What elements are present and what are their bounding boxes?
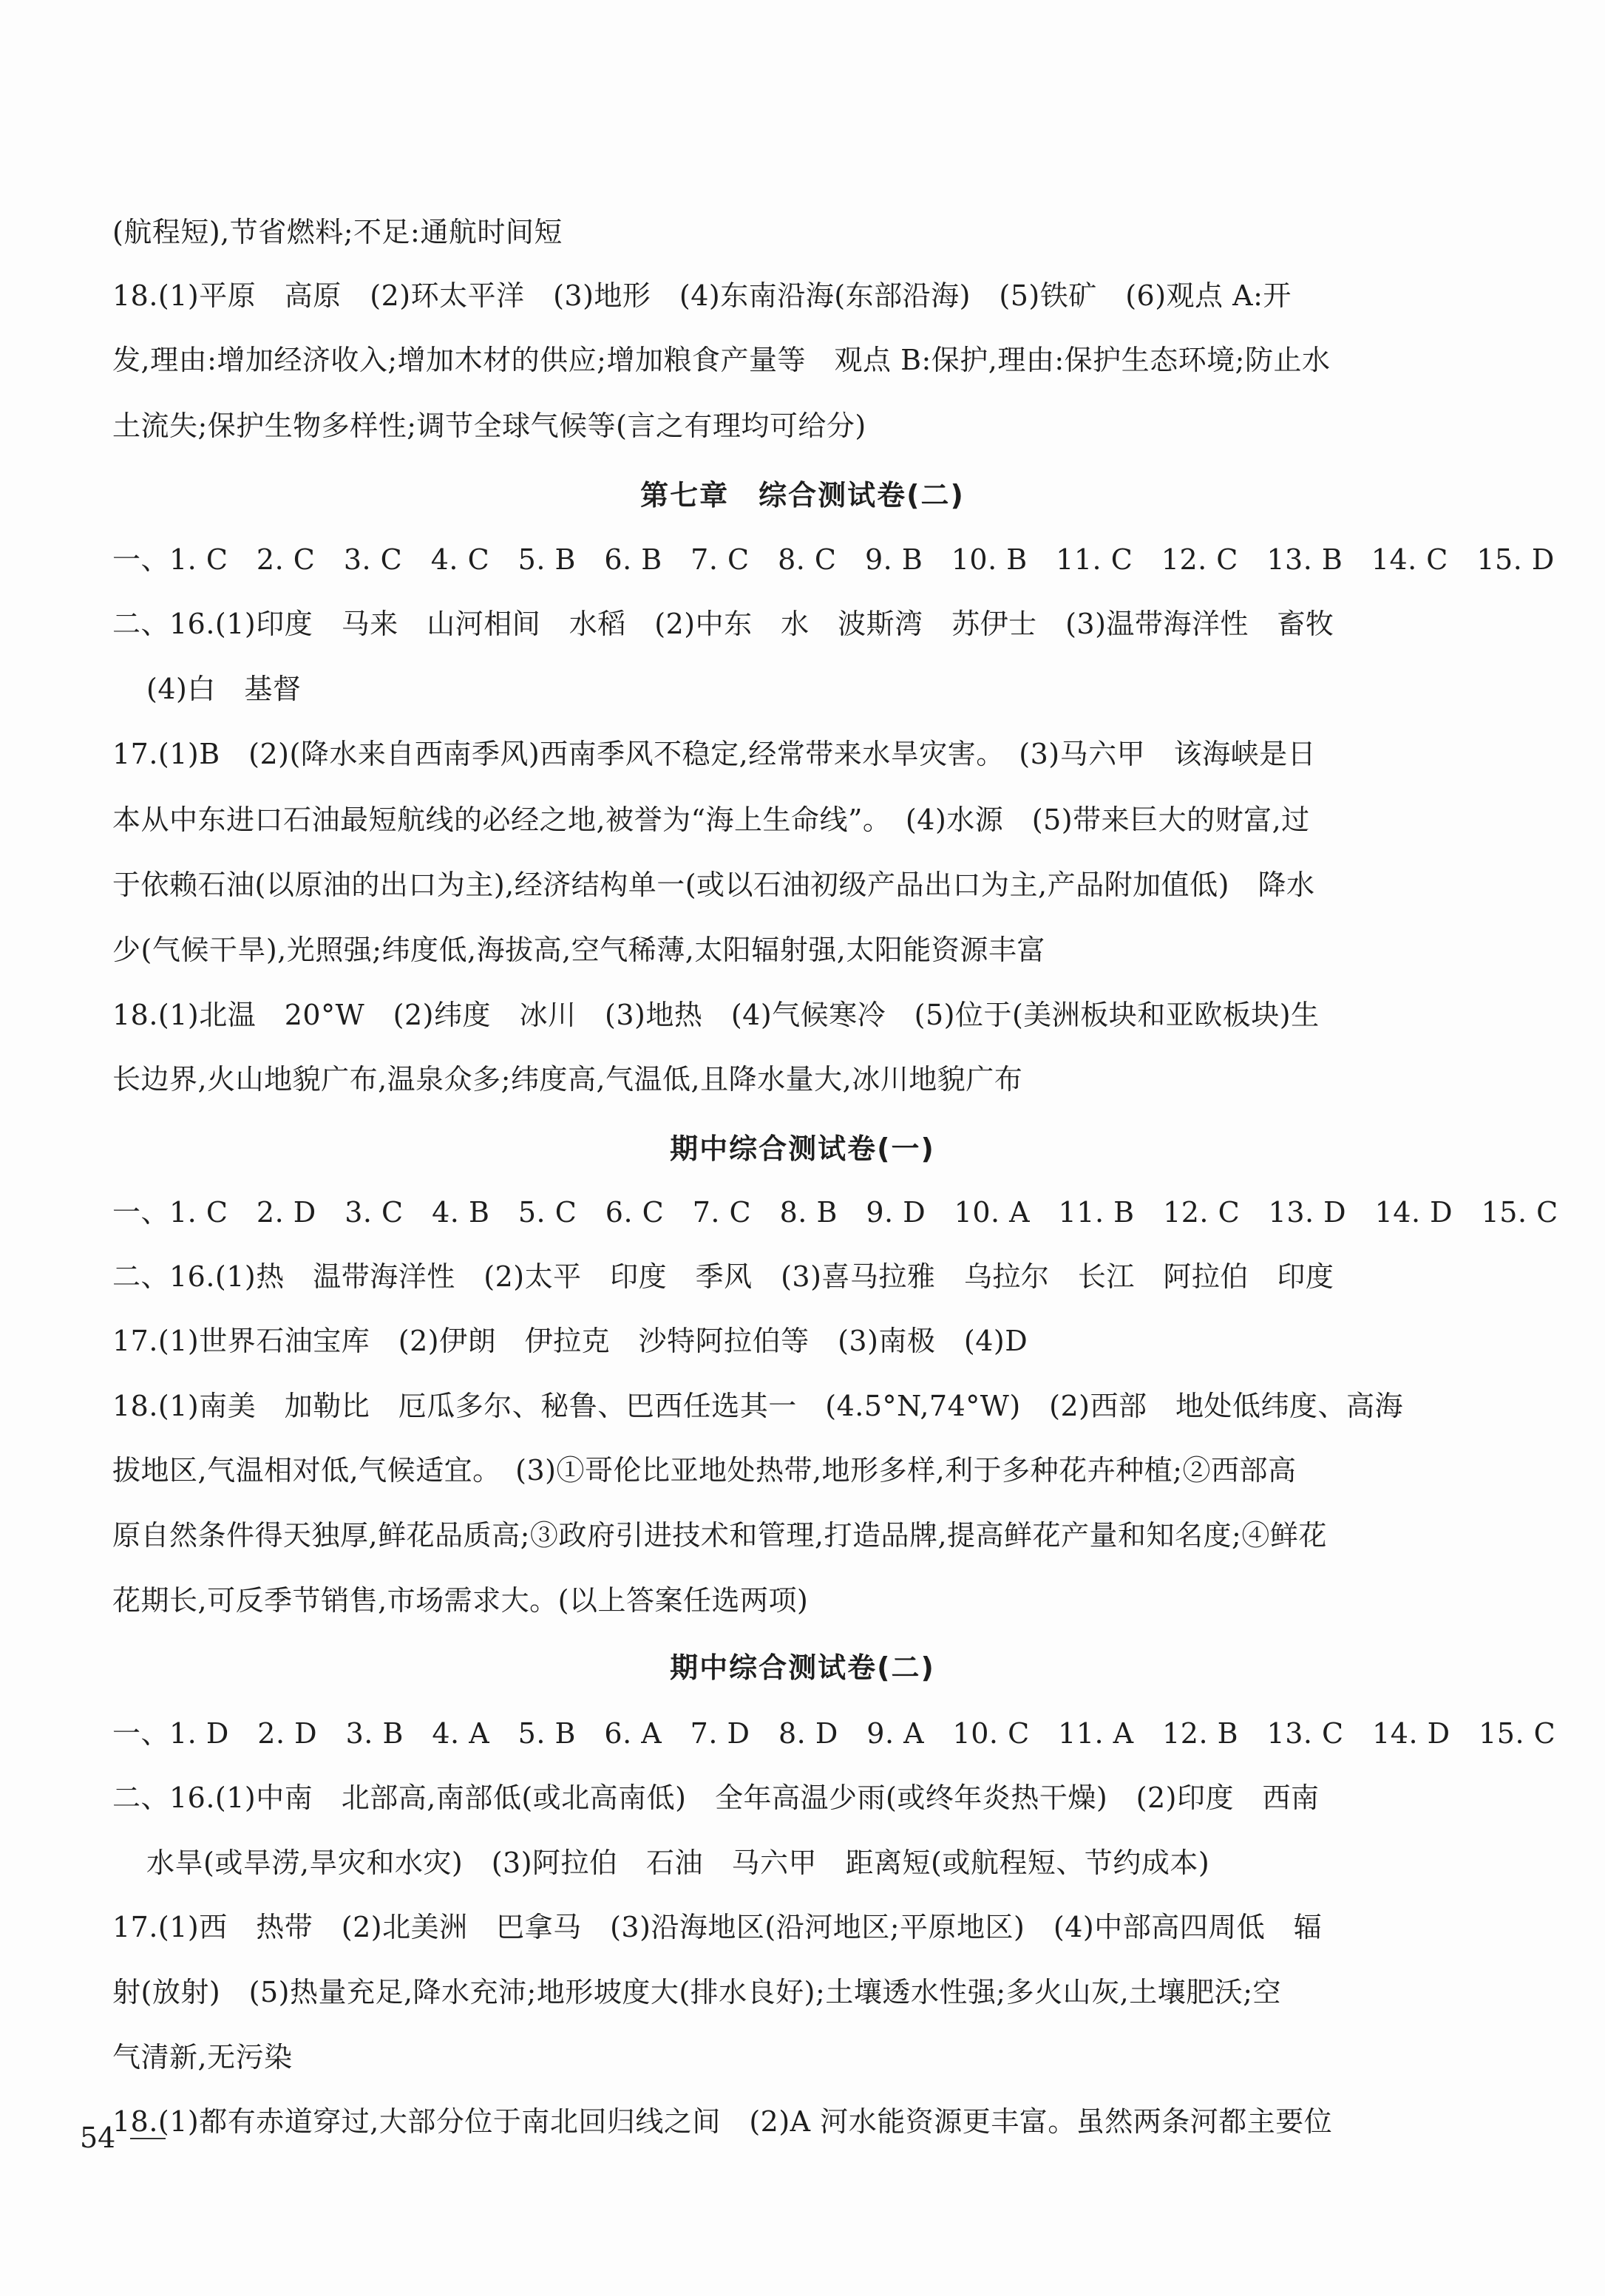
answer-line: 原自然条件得天独厚,鲜花品质高;③政府引进技术和管理,打造品牌,提高鲜花产量和知名度;④鲜花 [112, 1519, 1327, 1552]
answer-line: 18.(1)平原 高原 (2)环太平洋 (3)地形 (4)东南沿海(东部沿海) (5)铁矿 (6)观点 A:开 [112, 279, 1292, 312]
page-number: 54 [80, 2122, 116, 2154]
answer-line: 一、1. C 2. C 3. C 4. C 5. B 6. B 7. C 8. C 9. B 10. B 11. C 12. C 13. B 14. C 15. D [112, 543, 1555, 576]
answer-line: (航程短),节省燃料;不足:通航时间短 [112, 216, 563, 248]
section-heading: 期中综合测试卷(一) [670, 1132, 935, 1165]
section-heading: 期中综合测试卷(二) [670, 1651, 935, 1684]
section-heading: 第七章 综合测试卷(二) [640, 479, 965, 512]
answer-line: 18.(1)北温 20°W (2)纬度 冰川 (3)地热 (4)气候寒冷 (5)位于(美洲板块和亚欧板块)生 [112, 999, 1320, 1031]
answer-line: 17.(1)B (2)(降水来自西南季风)西南季风不稳定,经常带来水旱灾害。 (3)马六甲 该海峡是日 [112, 738, 1317, 770]
answer-line: 一、1. C 2. D 3. C 4. B 5. C 6. C 7. C 8. B 9. D 10. A 11. B 12. C 13. D 14. D 15. C [112, 1196, 1558, 1229]
answer-line: 气清新,无污染 [112, 2041, 293, 2073]
answer-line: 发,理由:增加经济收入;增加木材的供应;增加粮食产量等 观点 B:保护,理由:保护生态环境;防止水 [112, 344, 1331, 376]
answer-line: 长边界,火山地貌广布,温泉众多;纬度高,气温低,且降水量大,冰川地貌广布 [112, 1063, 1023, 1096]
answer-line: (4)白 基督 [146, 673, 302, 705]
answer-line: 二、16.(1)中南 北部高,南部低(或北高南低) 全年高温少雨(或终年炎热干燥) (2)印度 西南 [112, 1782, 1320, 1814]
answer-line: 拔地区,气温相对低,气候适宜。 (3)①哥伦比亚地处热带,地形多样,利于多种花卉种植;②西部高 [112, 1454, 1297, 1487]
answer-line: 一、1. D 2. D 3. B 4. A 5. B 6. A 7. D 8. D 9. A 10. C 11. A 12. B 13. C 14. D 15. C [112, 1717, 1556, 1750]
page-number-dash [130, 2138, 166, 2139]
answer-line: 17.(1)西 热带 (2)北美洲 巴拿马 (3)沿海地区(沿河地区;平原地区) (4)中部高四周低 辐 [112, 1911, 1323, 1943]
answer-line: 射(放射) (5)热量充足,降水充沛;地形坡度大(排水良好);土壤透水性强;多火山灰,土壤肥沃;空 [112, 1976, 1282, 2008]
answer-line: 二、16.(1)热 温带海洋性 (2)太平 印度 季风 (3)喜马拉雅 乌拉尔 长江 阿拉伯 印度 [112, 1260, 1334, 1293]
answer-line: 17.(1)世界石油宝库 (2)伊朗 伊拉克 沙特阿拉伯等 (3)南极 (4)D [112, 1325, 1028, 1357]
answer-line: 土流失;保护生物多样性;调节全球气候等(言之有理均可给分) [112, 410, 866, 442]
answer-line: 18.(1)南美 加勒比 厄瓜多尔、秘鲁、巴西任选其一 (4.5°N,74°W) (2)西部 地处低纬度、高海 [112, 1390, 1403, 1422]
answer-line: 于依赖石油(以原油的出口为主),经济结构单一(或以石油初级产品出口为主,产品附加值低) 降水 [112, 869, 1315, 901]
answer-line: 少(气候干旱),光照强;纬度低,海拔高,空气稀薄,太阳辐射强,太阳能资源丰富 [112, 934, 1045, 966]
answer-line: 18.(1)都有赤道穿过,大部分位于南北回归线之间 (2)A 河水能资源更丰富。虽然两条河都主要位 [112, 2105, 1333, 2138]
answer-line: 水旱(或旱涝,旱灾和水灾) (3)阿拉伯 石油 马六甲 距离短(或航程短、节约成本) [146, 1847, 1210, 1879]
answer-line: 二、16.(1)印度 马来 山河相间 水稻 (2)中东 水 波斯湾 苏伊士 (3)温带海洋性 畜牧 [112, 608, 1334, 640]
answer-line: 本从中东进口石油最短航线的必经之地,被誉为“海上生命线”。 (4)水源 (5)带来巨大的财富,过 [112, 804, 1310, 836]
answer-line: 花期长,可反季节销售,市场需求大。(以上答案任选两项) [112, 1584, 809, 1617]
